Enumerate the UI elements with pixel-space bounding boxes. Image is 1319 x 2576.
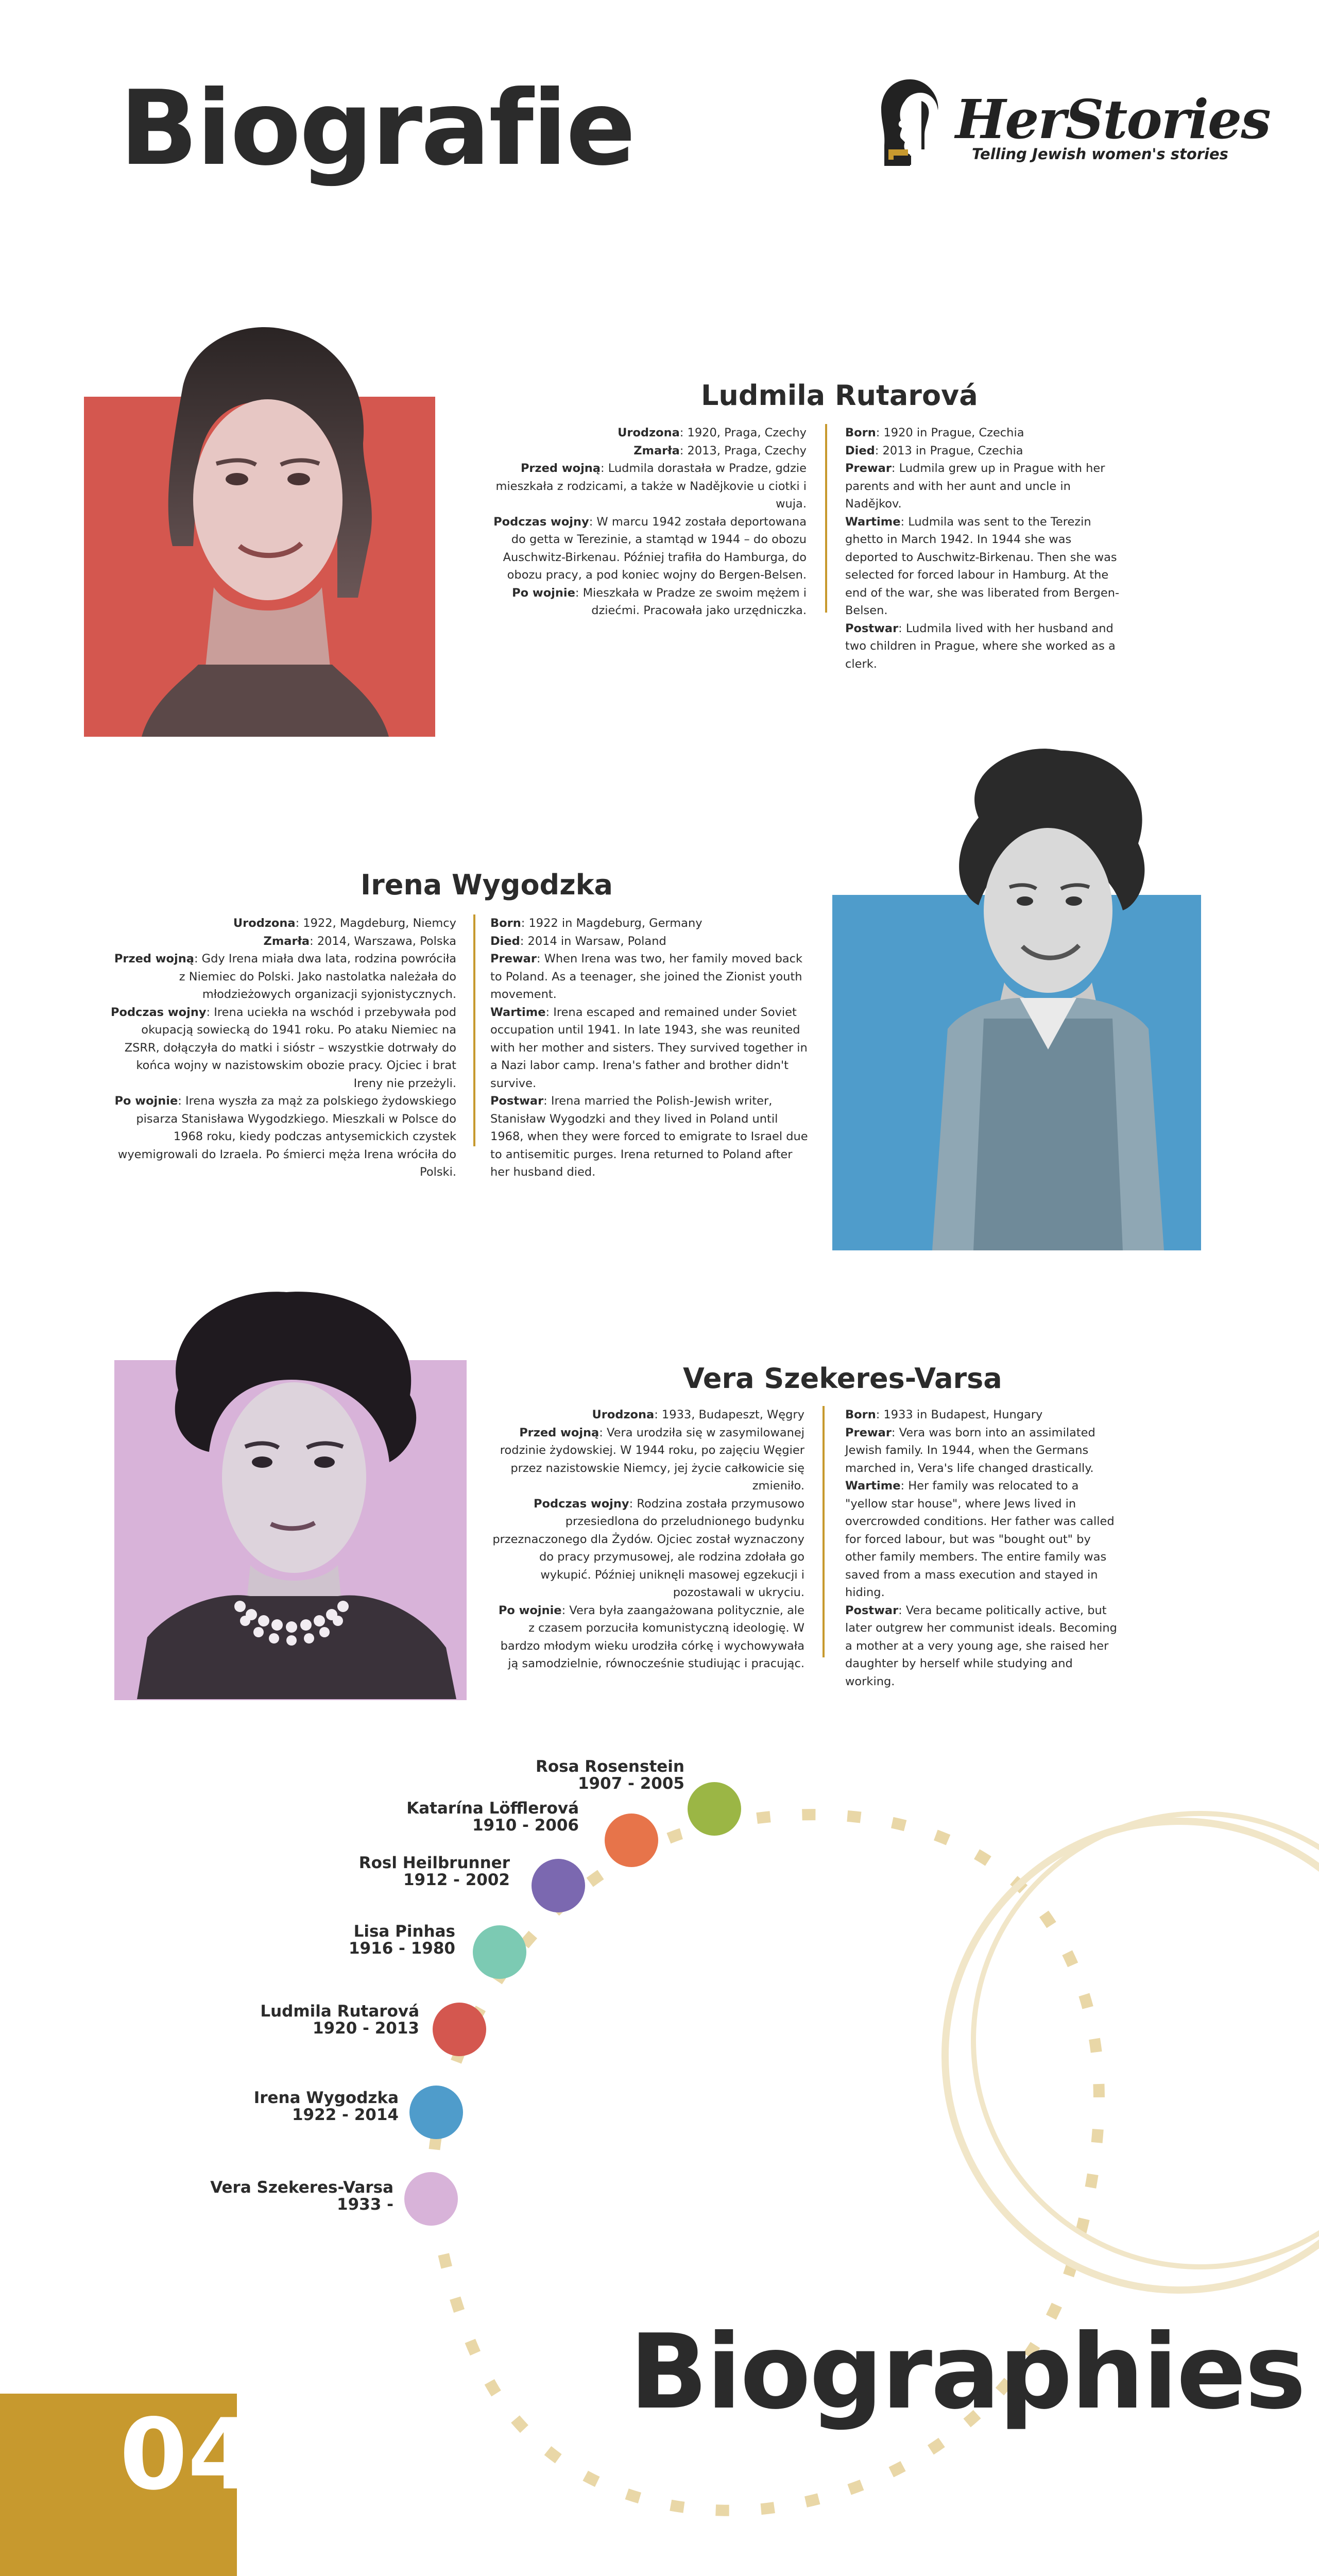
bio-pl-line: Podczas wojny: Rodzina została przymusowo przesiedlona do przeludnionego budynku przeznaczonego dla Żydów. Ojciec został wyznaczony do pracy przymusowej, ale rodzina zdołała go wykupić. Później uniknęli masowej egzekucji i pozostawali w ukryciu. (492, 1497, 804, 1599)
timeline-entry (406, 1800, 579, 1834)
timeline-entry (536, 1758, 684, 1792)
timeline-dot (409, 2086, 463, 2139)
portrait-ludmila (121, 309, 399, 742)
bio-pl-line: Po wojnie: Mieszkała w Pradze ze swoim mężem i dziećmi. Pracowała jako urzędniczka. (512, 586, 807, 617)
bio-pl-line: Zmarła: 2014, Warszawa, Polska (263, 934, 456, 948)
bio-pl-line: Po wojnie: Vera była zaangażowana politycznie, ale z czasem porzuciła komunistyczną ideologię. W bardzo młodym wieku urodziła córkę i wychowywała ją samodzielnie, równocześnie studiując i pracując. (498, 1603, 804, 1670)
timeline-name: Ludmila Rutarová (260, 2002, 419, 2021)
bio-pl-line: Po wojnie: Irena wyszła za mąż za polskiego żydowskiego pisarza Stanisława Wygodzkiego. Mieszkali w Polsce do 1968 roku, kiedy podczas antysemickich czystek wyemigrowali do Izraela. Po śmierci męża Irena wróciła do Polski. (114, 1094, 456, 1179)
timeline-entry (359, 1855, 510, 1889)
timeline-name: Lisa Pinhas (353, 1922, 455, 1941)
bio-en-line: Wartime: Her family was relocated to a "yellow star house", where Jews lived in overcrowded conditions. Her father was called for forced labour, but was "bought out" by other family members. The entire family was saved from a mass execution and stayed in hiding. (845, 1479, 1115, 1599)
bio-en-line: Postwar: Ludmila lived with her husband and two children in Prague, where she worked as a clerk. (845, 621, 1116, 671)
herstories-logo (878, 77, 1270, 170)
timeline-years: 1907 - 2005 (577, 1774, 684, 1793)
timeline-years: 1922 - 2014 (292, 2106, 399, 2124)
bio-pl-line: Urodzona: 1933, Budapeszt, Węgry (592, 1408, 804, 1421)
bio-en-vera (845, 1406, 1123, 1690)
bio-en-line: Postwar: Vera became politically active, but later outgrew her communist ideals. Becoming a mother at a very young age, she raised her daughter by herself while studying and working. (845, 1603, 1117, 1688)
timeline-years: 1910 - 2006 (472, 1816, 579, 1835)
bio-divider (473, 914, 475, 1146)
bio-pl-line: Urodzona: 1920, Praga, Czechy (618, 426, 807, 439)
bio-en-irena (490, 914, 810, 1181)
timeline-name: Vera Szekeres-Varsa (210, 2178, 393, 2197)
timeline-name: Katarína Löfflerová (406, 1799, 579, 1818)
person-name-ludmila: Ludmila Rutarová (701, 379, 978, 412)
bio-en-line: Born: 1920 in Prague, Czechia (845, 426, 1024, 439)
bio-pl-line: Przed wojną: Gdy Irena miała dwa lata, rodzina powróciła z Niemiec do Polski. Jako nastolatka należała do młodzieżowych organizacji syjonistycznych. (114, 952, 456, 1001)
logo-word-stories: Stories (1065, 88, 1270, 151)
timeline-years: 1916 - 1980 (348, 1939, 455, 1958)
bio-en-line: Died: 2014 in Warsaw, Poland (490, 934, 666, 948)
bio-en-line: Postwar: Irena married the Polish-Jewish writer, Stanisław Wygodzki and they lived in Poland until 1968, when they were forced to emigrate to Israel due to antisemitic purges. Irena returned to Poland after her husband died. (490, 1094, 808, 1179)
person-name-irena: Irena Wygodzka (361, 869, 613, 901)
timeline-dot (605, 1814, 658, 1867)
bio-divider (823, 1406, 825, 1657)
bio-pl-line: Przed wojną: Vera urodziła się w zasymilowanej rodzinie żydowskiej. W 1944 roku, po zajęciu Węgier przez nazistowskie Niemcy, jej życie całkowicie się zmieniło. (500, 1426, 804, 1493)
person-name-vera: Vera Szekeres-Varsa (683, 1362, 1002, 1395)
timeline-name: Rosa Rosenstein (535, 1757, 684, 1776)
timeline-name: Irena Wygodzka (253, 2089, 399, 2107)
bio-en-line: Prewar: Ludmila grew up in Prague with her parents and with her aunt and uncle in Nadějkov. (845, 462, 1105, 511)
timeline-name: Rosl Heilbrunner (358, 1854, 510, 1872)
bio-pl-line: Podczas wojny: W marcu 1942 została deportowana do getta w Terezinie, a stamtąd w 1944 – do obozu Auschwitz-Birkenau. Później trafiła do Hamburga, do obozu pracy, a pod koniec wojny do Bergen-Belsen. (493, 515, 807, 582)
timeline-years: 1920 - 2013 (312, 2019, 419, 2038)
timeline-entry (349, 1923, 455, 1957)
timeline-dot (433, 2003, 486, 2056)
bio-pl-line: Urodzona: 1922, Magdeburg, Niemcy (233, 917, 456, 930)
profile-silhouette-icon (878, 77, 945, 167)
bio-en-line: Prewar: When Irena was two, her family moved back to Poland. As a teenager, she joined the Zionist youth movement. (490, 952, 803, 1001)
logo-tagline: Telling Jewish women's stories (972, 145, 1228, 163)
timeline-entry (254, 2090, 399, 2124)
logo-word-her: Her (955, 88, 1066, 151)
bio-pl-ludmila (484, 424, 807, 620)
timeline-entry (210, 2179, 393, 2213)
timeline-dot (532, 1859, 585, 1912)
bio-pl-line: Podczas wojny: Irena uciekła na wschód i przebywała pod okupacją sowiecką do 1941 roku. Po ataku Niemiec na ZSRR, dołączyła do matki i sióstr – wszystkie dotrwały do końca wojny w nazistowskim obozie pracy. Ojciec i brat Ireny nie przeżyli. (111, 1005, 456, 1090)
bio-pl-line: Przed wojną: Ludmila dorastała w Pradze, gdzie mieszkała z rodzicami, a także w Nadějkovie u ciotki i wuja. (495, 462, 807, 511)
bio-en-line: Wartime: Ludmila was sent to the Terezin ghetto in March 1942. In 1944 she was deported to Auschwitz-Birkenau. Then she was selected for forced labour in Hamburg. At the end of the war, she was liberated from Bergen-Belsen. (845, 515, 1120, 617)
bio-en-ludmila (845, 424, 1126, 673)
timeline-dot (688, 1782, 741, 1836)
bio-en-line: Born: 1933 in Budapest, Hungary (845, 1408, 1043, 1421)
bio-pl-line: Zmarła: 2013, Praga, Czechy (633, 444, 807, 457)
bio-en-line: Prewar: Vera was born into an assimilated Jewish family. In 1944, when the Germans marched in, Vera's life changed drastically. (845, 1426, 1095, 1475)
bio-divider (825, 424, 827, 613)
timeline-years: 1912 - 2002 (403, 1871, 510, 1889)
bio-en-line: Died: 2013 in Prague, Czechia (845, 444, 1023, 457)
bio-en-line: Wartime: Irena escaped and remained under Soviet occupation until 1941. In late 1943, she was reunited with her mother and sisters. They survived together in a Nazi labor camp. Irena's father and brother didn't survive. (490, 1005, 808, 1090)
bio-pl-vera (490, 1406, 804, 1673)
timeline-entry (260, 2003, 419, 2037)
timeline-dot (473, 1925, 526, 1979)
timeline-dot (404, 2172, 458, 2226)
bio-pl-irena (109, 914, 456, 1181)
page-title-en: Biographies (629, 2312, 1305, 2432)
page-title-pl: Biografie (119, 69, 635, 189)
timeline-years: 1933 - (337, 2195, 393, 2214)
bio-en-line: Born: 1922 in Magdeburg, Germany (490, 917, 703, 930)
portrait-vera (116, 1277, 467, 1699)
portrait-irena (917, 740, 1174, 1250)
panel-number: 04 (119, 2398, 256, 2512)
